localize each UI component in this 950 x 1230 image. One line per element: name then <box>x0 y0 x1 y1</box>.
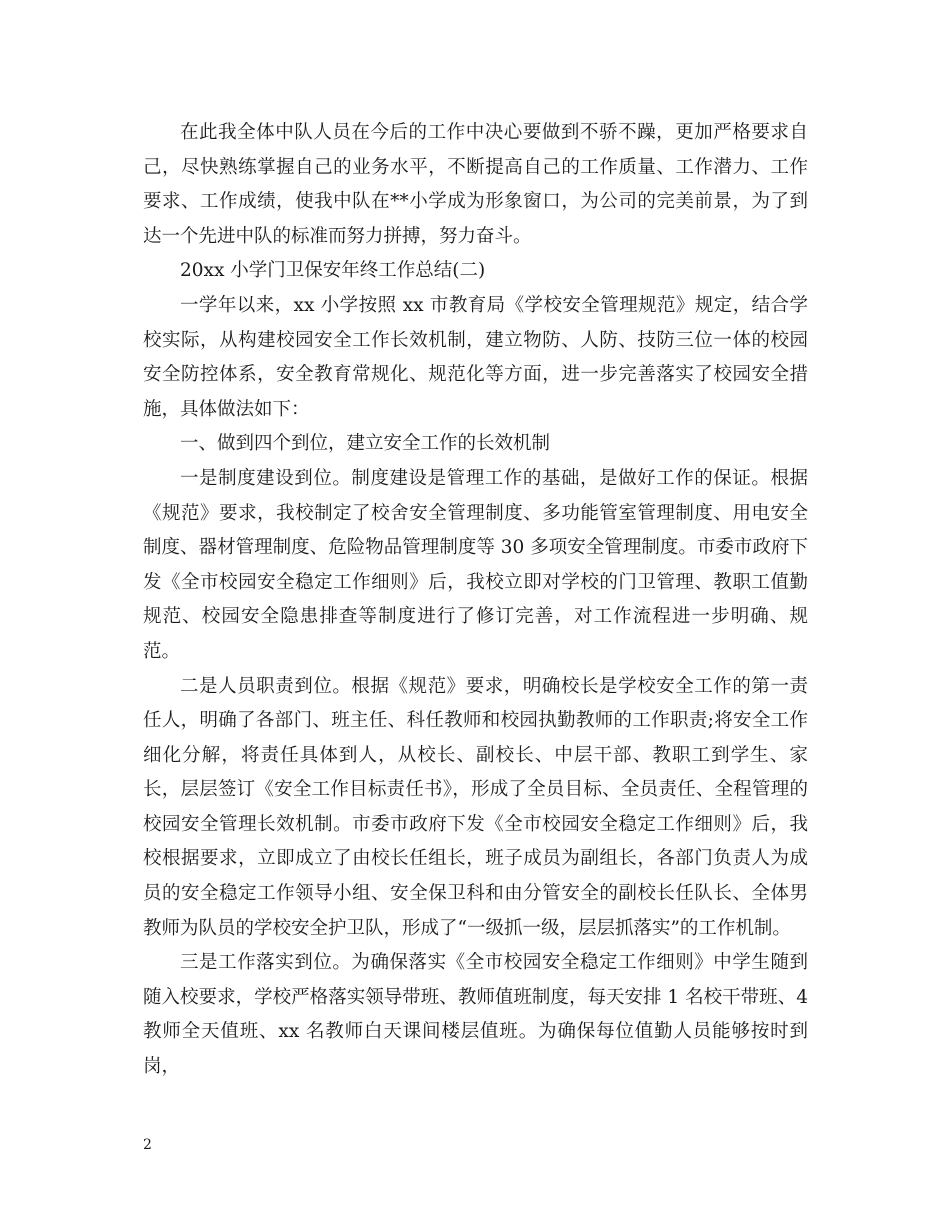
section-title: 20xx 小学门卫保安年终工作总结(二) <box>180 260 486 282</box>
paragraph-staff-responsibilities: 二是人员职责到位。根据《规范》要求，明确校长是学校安全工作的第一责任人，明确了各部门、班主任、科任教师和校园执勤教师的工作职责;将安全工作细化分解，将责任具体到人，从校长、副校长、中层干部、教职工到学生、家长，层层签订《安全工作目标责任书》，形成了全员目标、全员责任、全程管理的校园安全管理长效机制。市委市政府下发《全市校园安全稳定工作细则》后，我校根据要求，立即成立了由校长任组长，班子成员为副组长，各部门负责人为成员的安全稳定工作领导小组、安全保卫科和由分管安全的副校长任队长、全体男教师为队员的学校安全护卫队，形成了“一级抓一级，层层抓落实”的工作机制。 <box>143 675 808 939</box>
paragraph-work-implementation: 三是工作落实到位。为确保落实《全市校园安全稳定工作细则》中学生随到随入校要求，学校严格落实领导带班、教师值班制度，每天安排 1 名校干带班、4 教师全天值班、xx 名教师白天课间楼层值班。为确保每位值勤人员能够按时到岗， <box>143 952 808 1078</box>
paragraph-closing-resolution: 在此我全体中队人员在今后的工作中决心要做到不骄不躁，更加严格要求自己，尽快熟练掌握自己的业务水平，不断提高自己的工作质量、工作潜力、工作要求、工作成绩，使我中队在**小学成为形象窗口，为公司的完美前景，为了到达一个先进中队的标准而努力拼搏，努力奋斗。 <box>143 122 808 247</box>
paragraph-system-construction: 一是制度建设到位。制度建设是管理工作的基础，是做好工作的保证。根据《规范》要求，我校制定了校舍安全管理制度、多功能管室管理制度、用电安全制度、器材管理制度、危险物品管理制度等 30 多项安全管理制度。市委市政府下发《全市校园安全稳定工作细则》后，我校立即对学校的门卫管理、教职工值勤规范、校园安全隐患排查等制度进行了修订完善，对工作流程进一步明确、规范。 <box>143 467 808 662</box>
heading-four-measures: 一、做到四个到位，建立安全工作的长效机制 <box>180 433 551 455</box>
paragraph-introduction: 一学年以来，xx 小学按照 xx 市教育局《学校安全管理规范》规定，结合学校实际，从构建校园安全工作长效机制，建立物防、人防、技防三位一体的校园安全防控体系，安全教育常规化、规范化等方面，进一步完善落实了校园安全措施，具体做法如下： <box>143 294 808 420</box>
document-body <box>143 116 808 1085</box>
page-number: 2 <box>143 1137 152 1153</box>
